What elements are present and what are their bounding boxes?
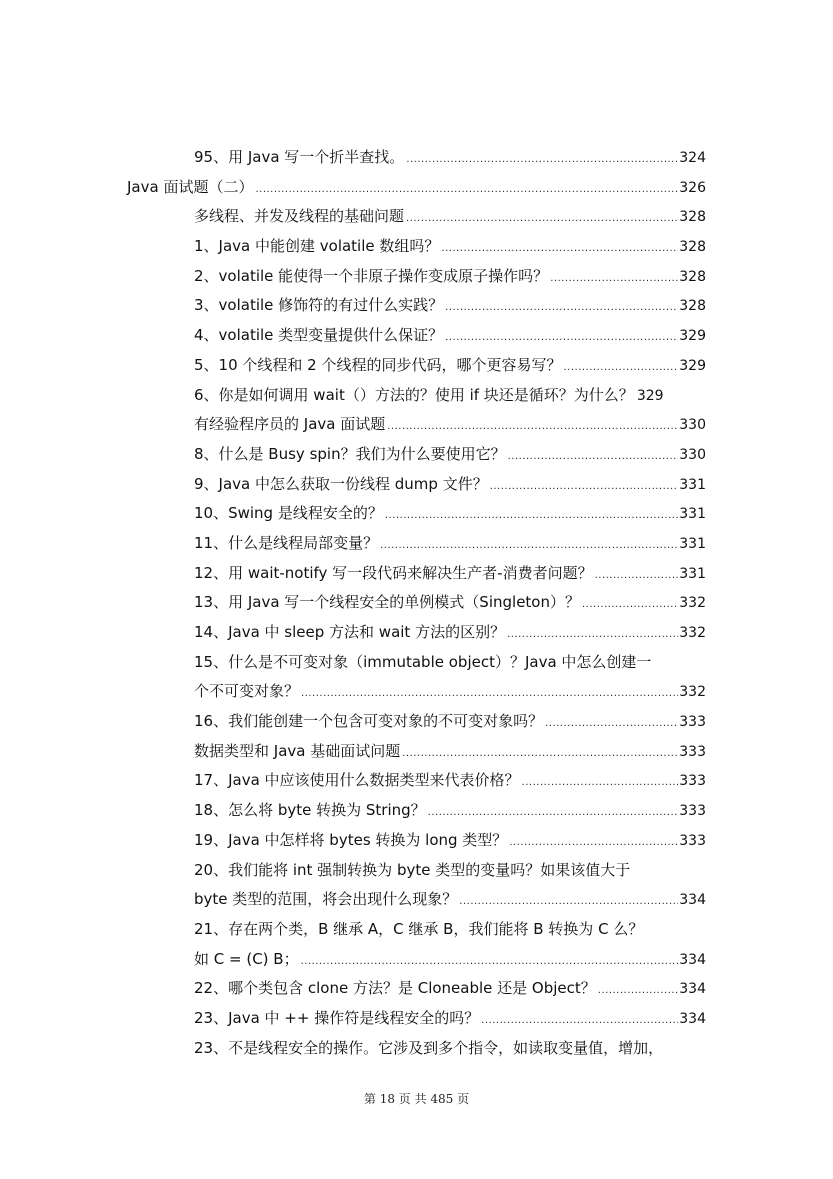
toc-entry[interactable] [194,707,833,737]
toc-entry-row [194,202,706,234]
toc-entry-row [194,499,706,531]
toc-entry[interactable] [194,529,833,559]
toc-entry[interactable] [194,826,833,856]
dot-leader [445,293,678,323]
toc-entry-row [194,1004,706,1036]
dot-leader [380,531,678,561]
toc-entry-row [194,737,706,769]
toc-entry-title: 8、什么是 Busy spin？我们为什么要使用它？ [194,444,506,463]
dot-leader [301,679,678,709]
toc-entry-title: 有经验程序员的 Java 面试题 [194,415,386,434]
toc-entry-title: 16、我们能创建一个包含可变对象的不可变对象吗？ [194,712,544,731]
dot-leader [545,709,678,739]
toc-entry-title: 10、Swing 是线程安全的？ [194,504,383,523]
dot-leader [445,323,678,353]
dot-leader [582,590,678,620]
toc-entry-title: 15、什么是不可变对象（immutable object）？Java 中怎么创建一 [194,652,652,671]
toc-entry-title: 20、我们能将 int 强制转换为 byte 类型的变量吗？如果该值大于 [194,860,631,879]
toc-entry[interactable] [194,202,833,232]
toc-page-number: 334 [679,1010,706,1027]
toc-entry-row [194,440,706,472]
dot-leader [508,442,679,472]
toc-entry-row [194,143,706,175]
page-footer: 第 18 页 共 485 页 [363,1092,470,1106]
toc-entry-row [194,351,706,383]
toc-entry-row [194,410,706,442]
toc-page-number: 328 [679,268,706,285]
dot-leader [387,412,678,442]
toc-entry[interactable] [194,885,833,915]
dot-leader [563,353,678,383]
toc-entry-title: Java 面试题（二） [127,177,254,196]
toc-entry[interactable] [194,321,833,351]
toc-page-number: 329 [636,387,664,404]
toc-entry[interactable] [194,291,833,321]
dot-leader [481,1006,678,1036]
toc-page-number: 332 [679,595,706,612]
toc-entry-row [194,291,706,323]
toc-entry-title: 19、Java 中怎样将 bytes 转换为 long 类型？ [194,830,508,849]
toc-page-number: 330 [679,446,706,463]
toc-page-number: 331 [679,506,706,523]
dot-leader [255,175,678,205]
toc-entry-title: 9、Java 中怎么获取一份线程 dump 文件？ [194,474,488,493]
dot-leader [507,620,678,650]
toc-entry[interactable] [194,410,833,440]
toc-entry-row [194,529,706,561]
toc-entry-title: 如 C = (C) B； [194,949,299,968]
toc-page-number: 332 [679,625,706,641]
toc-entry[interactable] [194,440,833,470]
toc-page-number: 326 [679,179,706,196]
toc-entry-row [194,677,706,709]
toc-entry-title: 1、Java 中能创建 volatile 数组吗？ [194,237,440,256]
toc-entry-row [194,232,706,264]
toc-entry-row [194,588,706,620]
toc-entry-row [194,262,706,294]
toc-entry-title: 22、哪个类包含 clone 方法？是 Cloneable 还是 Object？ [194,979,596,998]
dot-leader [459,887,678,917]
toc-entry-row [194,1034,706,1064]
toc-page-number: 333 [679,832,706,849]
dot-leader [406,204,678,234]
toc-entry-title: 18、怎么将 byte 转换为 String？ [194,801,426,820]
dot-leader [385,501,678,531]
dot-leader [406,145,678,175]
dot-leader [522,768,679,798]
dot-leader [428,798,679,828]
toc-entry-title: 数据类型和 Java 基础面试问题 [194,741,401,760]
toc-entry[interactable] [194,737,833,767]
toc-page-number: 328 [679,298,706,315]
toc-entry[interactable] [194,945,833,975]
toc-entry[interactable] [194,381,833,411]
toc-page-number: 333 [679,773,706,790]
toc-entry-row [194,618,706,650]
toc-page-number: 331 [679,535,706,552]
dot-leader [595,561,679,591]
dot-leader [402,739,678,769]
toc-entry-title: 14、Java 中 sleep 方法和 wait 方法的区别？ [194,623,506,641]
dot-leader [441,234,678,264]
toc-entry-title: 2、volatile 能使得一个非原子操作变成原子操作吗？ [194,266,549,285]
toc-entry[interactable] [194,648,833,678]
toc-entry[interactable] [194,618,833,648]
toc-entry-title: 21、存在两个类，B 继承 A，C 继承 B，我们能将 B 转换为 C 么？ [194,919,644,938]
toc-entry[interactable] [194,470,833,500]
toc-entry-row [194,470,706,502]
toc-page-number: 334 [679,951,706,968]
toc-entry[interactable] [127,173,833,203]
toc-entry-row [194,826,706,858]
toc-page-number: 334 [679,981,706,998]
dot-leader [509,828,678,858]
toc-entry-title: 23、Java 中 ++ 操作符是线程安全的吗？ [194,1008,480,1027]
toc-entry-title: 23、不是线程安全的操作。它涉及到多个指令，如读取变量值，增加， [194,1038,664,1057]
toc-entry-title: 12、用 wait-notify 写一段代码来解决生产者-消费者问题？ [194,563,593,582]
toc-entry-title: 多线程、并发及线程的基础问题 [194,207,405,226]
toc-entry[interactable] [194,559,833,589]
table-of-contents [0,143,833,1063]
dot-leader [598,976,678,1006]
toc-entry[interactable] [194,232,833,262]
toc-page-number: 329 [679,328,706,345]
toc-page-number: 331 [679,565,706,582]
toc-entry-title: 个不可变对象？ [194,682,300,701]
toc-entry-row [194,915,706,945]
toc-page-number: 329 [679,357,706,374]
toc-entry-title: 3、volatile 修饰符的有过什么实践？ [194,296,444,315]
toc-page-number: 331 [679,476,706,493]
toc-entry[interactable] [194,796,833,826]
toc-entry-row [194,648,706,678]
toc-entry-title: 4、volatile 类型变量提供什么保证？ [194,326,444,345]
toc-entry-row [194,559,706,591]
dot-leader [490,472,679,502]
dot-leader [301,947,679,977]
toc-entry-title: 95、用 Java 写一个折半查找。 [194,148,405,166]
toc-entry[interactable] [194,974,833,1004]
toc-entry-row [194,885,706,917]
toc-entry-row [194,856,706,886]
toc-entry[interactable] [194,143,833,173]
toc-entry-row [194,707,706,739]
toc-entry-row [127,173,706,205]
toc-entry-title: 17、Java 中应该使用什么数据类型来代表价格？ [194,771,520,790]
toc-page-number: 333 [679,803,706,820]
dot-leader [550,264,678,294]
toc-entry-title: 11、什么是线程局部变量？ [194,533,379,552]
toc-entry[interactable] [194,856,833,886]
toc-entry[interactable] [194,915,833,945]
toc-entry-title: 6、你是如何调用 wait（）方法的？使用 if 块还是循环？为什么？ [194,385,634,404]
toc-entry-row [194,321,706,353]
toc-entry-row [194,945,706,977]
toc-entry-row [194,766,706,798]
toc-page-number: 324 [679,150,706,166]
toc-entry[interactable] [194,1004,833,1034]
toc-page-number: 333 [679,743,706,760]
toc-entry[interactable] [194,351,833,381]
toc-entry[interactable] [194,677,833,707]
toc-entry-row [194,974,706,1006]
toc-entry[interactable] [194,588,833,618]
toc-page-number: 328 [679,239,706,256]
toc-entry[interactable] [194,499,833,529]
toc-entry-title: 13、用 Java 写一个线程安全的单例模式（Singleton）？ [194,593,580,612]
toc-page-number: 332 [679,684,706,701]
toc-entry-row [194,381,720,412]
toc-page-number: 334 [679,892,706,909]
toc-entry[interactable] [194,1034,833,1064]
toc-entry-title: byte 类型的范围，将会出现什么现象？ [194,890,458,909]
toc-entry-row [194,796,706,828]
toc-page-number: 328 [679,209,706,226]
toc-entry[interactable] [194,766,833,796]
toc-page-number: 333 [679,714,706,731]
toc-entry-title: 5、10 个线程和 2 个线程的同步代码，哪个更容易写？ [194,355,562,374]
toc-entry[interactable] [194,262,833,292]
toc-page-number: 330 [679,417,706,434]
